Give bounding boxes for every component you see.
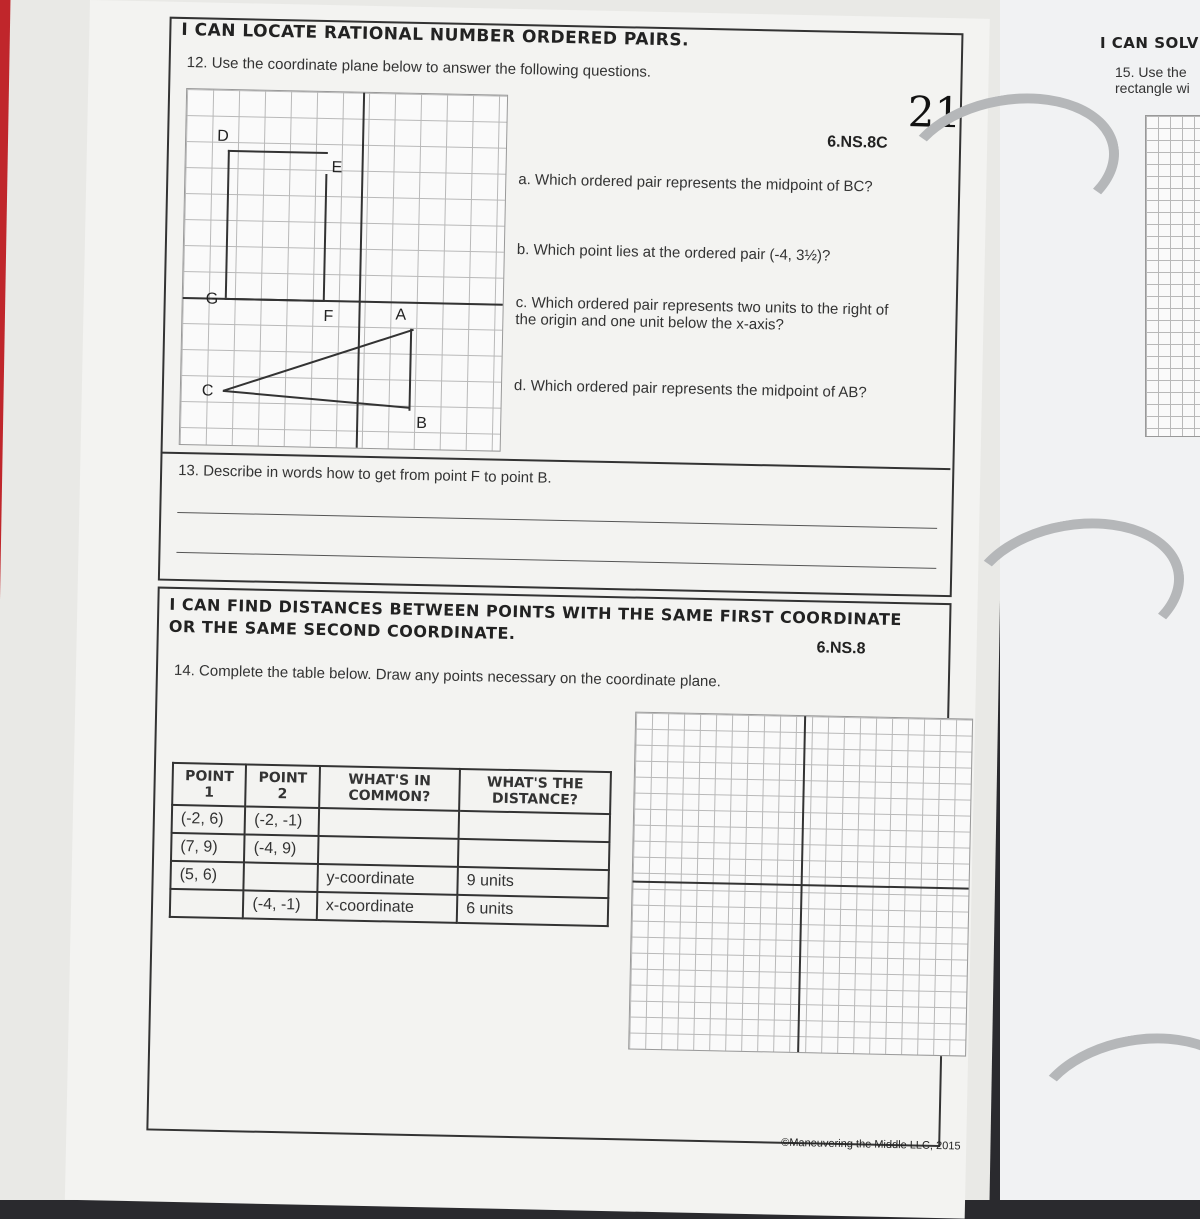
point-label-A: A <box>395 306 407 324</box>
y-axis <box>356 93 365 448</box>
table-cell: (7, 9) <box>171 833 245 863</box>
question-12b: b. Which point lies at the ordered pair (-4, 3½)? <box>516 240 831 265</box>
question-13: 13. Describe in words how to get from point F to point B. <box>177 461 552 487</box>
right-page-title: I CAN SOLV <box>1100 34 1199 52</box>
table-cell: (5, 6) <box>170 861 244 891</box>
table-header: WHAT'S IN COMMON? <box>319 766 460 811</box>
section1-title: I CAN LOCATE RATIONAL NUMBER ORDERED PAIRS. <box>181 19 690 51</box>
copyright: ©Maneuvering the Middle LLC, 2015 <box>781 1136 961 1153</box>
point-label-E: E <box>331 159 343 177</box>
table-cell[interactable] <box>459 811 610 842</box>
worksheet <box>65 0 990 1219</box>
table-cell: y-coordinate <box>317 864 458 895</box>
question-12: 12. Use the coordinate plane below to answer the following questions. <box>186 54 652 81</box>
table-cell: (-4, -1) <box>243 890 317 920</box>
coordinate-plane-2[interactable] <box>628 712 973 1057</box>
segment-CB <box>223 390 410 409</box>
table-cell[interactable] <box>318 836 459 867</box>
table-cell: (-2, -1) <box>245 806 319 836</box>
segment-GF <box>225 298 325 302</box>
page-number: 21 <box>907 87 962 138</box>
segment-DG <box>225 150 230 298</box>
table-cell[interactable] <box>170 889 244 919</box>
table-cell: (-2, 6) <box>172 805 246 835</box>
point-label-D: D <box>216 127 229 145</box>
right-page-question: 15. Use the rectangle wi <box>1115 64 1190 96</box>
point-label-F: F <box>323 307 334 326</box>
right-page-grid <box>1145 115 1200 437</box>
question-12d: d. Which ordered pair represents the midpoint of AB? <box>513 376 867 402</box>
table-cell[interactable] <box>458 839 609 870</box>
segment-EF <box>323 174 328 300</box>
section2-standard: 6.NS.8 <box>816 639 866 658</box>
question-14: 14. Complete the table below. Draw any points necessary on the coordinate plane. <box>173 661 722 691</box>
segment-AB <box>408 329 412 411</box>
point-label-B: B <box>416 414 428 433</box>
distance-table <box>169 762 612 927</box>
table-header: POINT 2 <box>246 764 320 808</box>
segment-CA <box>223 329 414 392</box>
table-cell: x-coordinate <box>317 892 458 923</box>
section2-title: I CAN FIND DISTANCES BETWEEN POINTS WITH THE SAME FIRST COORDINATE OR THE SAME SECOND COORDINATE. <box>168 594 902 644</box>
table-cell: (-4, 9) <box>244 834 318 864</box>
table-cell: 9 units <box>457 867 608 898</box>
section1-standard: 6.NS.8C <box>827 133 888 152</box>
table-cell: 6 units <box>457 895 608 926</box>
table-header: WHAT'S THE DISTANCE? <box>459 769 611 814</box>
table-cell[interactable] <box>318 808 459 839</box>
segment-DE <box>228 150 328 154</box>
table-cell[interactable] <box>244 862 318 892</box>
point-label-G: G <box>205 290 219 308</box>
question-12c: c. Which ordered pair represents two units to the right of the origin and one unit below the x-axis? <box>515 293 889 334</box>
question-12a: a. Which ordered pair represents the midpoint of BC? <box>518 171 873 196</box>
table-header: POINT 1 <box>172 763 246 807</box>
point-label-C: C <box>201 382 214 400</box>
